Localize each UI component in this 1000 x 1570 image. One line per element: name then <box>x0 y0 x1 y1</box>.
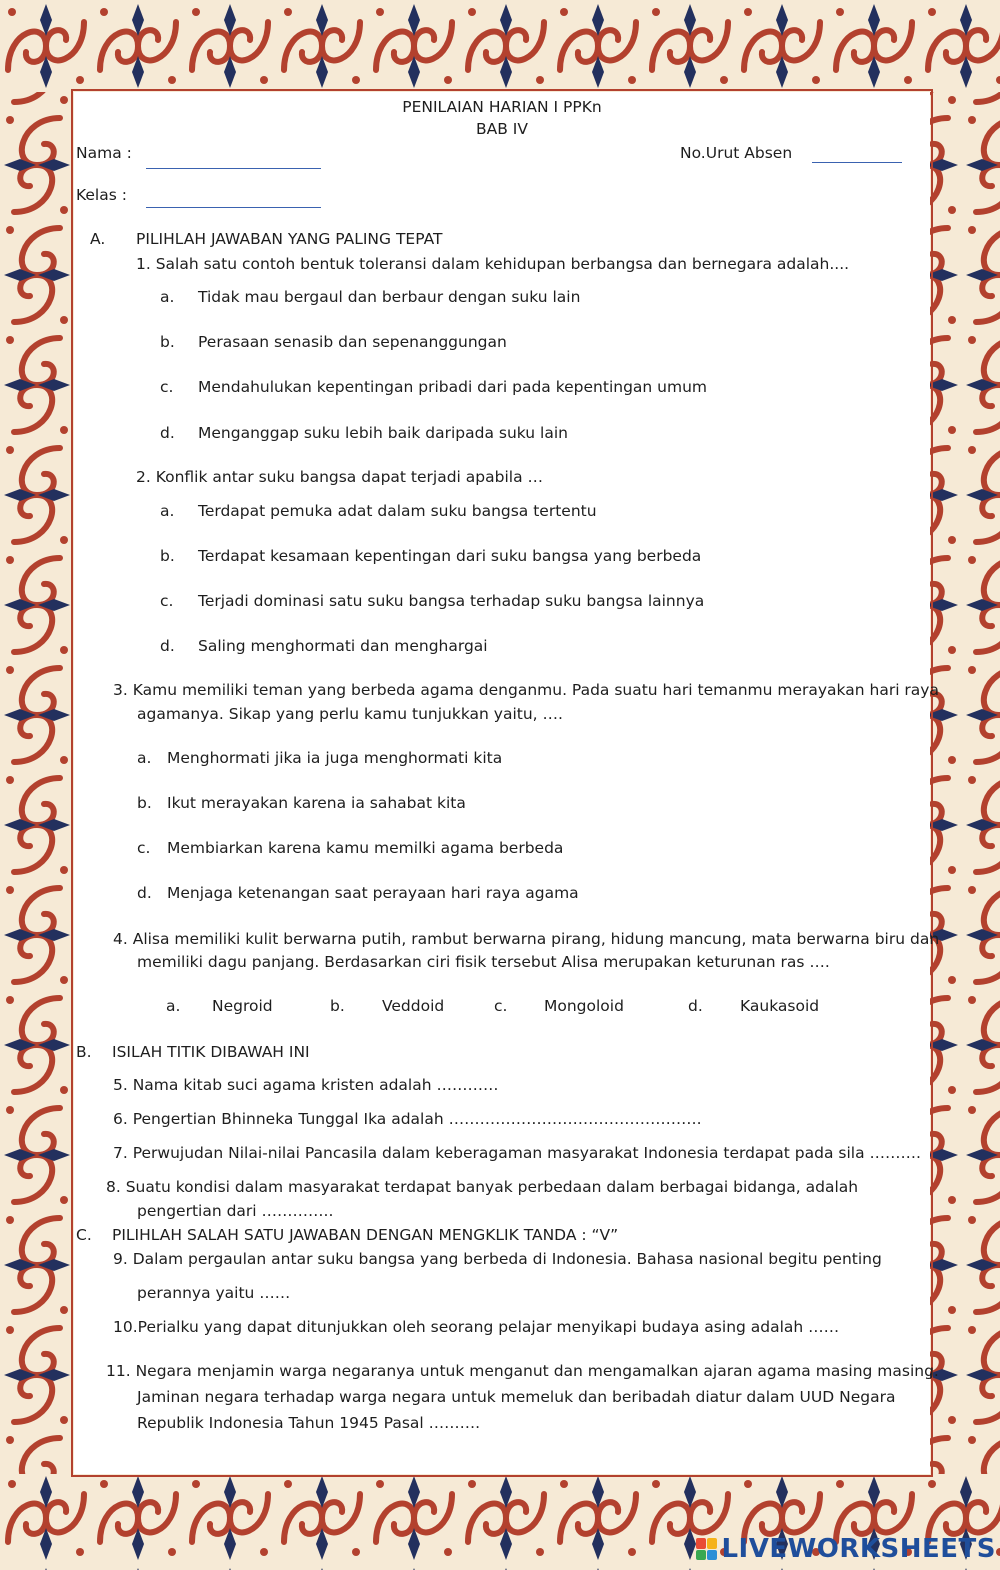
question-8-cont[interactable]: pengertian dari ………….. <box>137 1202 334 1220</box>
option-text[interactable]: Negroid <box>212 997 273 1015</box>
question-4: 4. Alisa memiliki kulit berwarna putih, rambut berwarna pirang, hidung mancung, mata berwarna biru dan <box>113 930 940 948</box>
question-8: 8. Suatu kondisi dalam masyarakat terdapat banyak perbedaan dalam berbagai bidanga, adalah <box>106 1178 859 1196</box>
question-3: 3. Kamu memiliki teman yang berbeda agama denganmu. Pada suatu hari temanmu merayakan hari raya <box>113 681 939 699</box>
option-letter: a. <box>160 288 175 306</box>
section-a-letter: A. <box>90 230 106 248</box>
option-letter: a. <box>160 502 175 520</box>
option-letter: b. <box>160 547 175 565</box>
section-b-title: ISILAH TITIK DIBAWAH INI <box>112 1043 310 1061</box>
class-field[interactable] <box>146 207 321 208</box>
option-text[interactable]: Membiarkan karena kamu memilki agama berbeda <box>167 839 564 857</box>
page-title: PENILAIAN HARIAN I PPKn <box>402 98 602 116</box>
option-text[interactable]: Mongoloid <box>544 997 624 1015</box>
option-letter: b. <box>137 794 152 812</box>
option-text[interactable]: Saling menghormati dan menghargai <box>198 637 488 655</box>
question-4-cont: memiliki dagu panjang. Berdasarkan ciri fisik tersebut Alisa merupakan keturunan ras …. <box>137 953 830 971</box>
option-text[interactable]: Terdapat pemuka adat dalam suku bangsa tertentu <box>198 502 597 520</box>
worksheet-page <box>74 92 940 1474</box>
option-letter: d. <box>160 637 175 655</box>
option-text[interactable]: Perasaan senasib dan sepenanggungan <box>198 333 507 351</box>
option-letter: d. <box>688 997 703 1015</box>
option-text[interactable]: Menghormati jika ia juga menghormati kita <box>167 749 503 767</box>
option-letter: c. <box>160 592 174 610</box>
option-letter: b. <box>160 333 175 351</box>
section-b-letter: B. <box>76 1043 92 1061</box>
option-text[interactable]: Terdapat kesamaan kepentingan dari suku bangsa yang berbeda <box>198 547 702 565</box>
question-6[interactable]: 6. Pengertian Bhinneka Tunggal Ika adalah …………………………………………. <box>113 1110 702 1128</box>
question-9-cont[interactable]: perannya yaitu …… <box>137 1284 291 1302</box>
liveworksheets-logo-icon <box>696 1538 717 1560</box>
option-letter: c. <box>494 997 508 1015</box>
option-letter: b. <box>330 997 345 1015</box>
question-5[interactable]: 5. Nama kitab suci agama kristen adalah ………… <box>113 1076 499 1094</box>
question-11-cont-2[interactable]: Republik Indonesia Tahun 1945 Pasal ………. <box>137 1414 481 1432</box>
option-text[interactable]: Ikut merayakan karena ia sahabat kita <box>167 794 466 812</box>
name-label: Nama : <box>76 144 132 162</box>
option-text[interactable]: Menganggap suku lebih baik daripada suku lain <box>198 424 568 442</box>
question-2: 2. Konflik antar suku bangsa dapat terjadi apabila … <box>136 468 543 486</box>
question-9: 9. Dalam pergaulan antar suku bangsa yang berbeda di Indonesia. Bahasa nasional begitu penting <box>113 1250 882 1268</box>
absen-field[interactable] <box>812 162 902 163</box>
option-letter: a. <box>166 997 181 1015</box>
name-field[interactable] <box>146 168 321 169</box>
option-letter: c. <box>160 378 174 396</box>
question-7[interactable]: 7. Perwujudan Nilai-nilai Pancasila dalam keberagaman masyarakat Indonesia terdapat pada sila ………. <box>113 1144 921 1162</box>
option-text[interactable]: Mendahulukan kepentingan pribadi dari pada kepentingan umum <box>198 378 708 396</box>
option-text[interactable]: Terjadi dominasi satu suku bangsa terhadap suku bangsa lainnya <box>198 592 705 610</box>
section-c-title: PILIHLAH SALAH SATU JAWABAN DENGAN MENGKLIK TANDA : “V” <box>112 1226 619 1244</box>
option-letter: c. <box>137 839 151 857</box>
option-text[interactable]: Kaukasoid <box>740 997 820 1015</box>
question-3-cont: agamanya. Sikap yang perlu kamu tunjukkan yaitu, …. <box>137 705 563 723</box>
option-text[interactable]: Tidak mau bergaul dan berbaur dengan suku lain <box>198 288 581 306</box>
absen-label: No.Urut Absen <box>680 144 793 162</box>
question-11: 11. Negara menjamin warga negaranya untuk menganut dan mengamalkan ajaran agama masing masing. <box>106 1362 939 1380</box>
page-subtitle: BAB IV <box>476 120 528 138</box>
question-10[interactable]: 10.Perialku yang dapat ditunjukkan oleh seorang pelajar menyikapi budaya asing adalah …… <box>113 1318 840 1336</box>
option-letter: a. <box>137 749 152 767</box>
liveworksheets-brand[interactable] <box>696 1533 996 1565</box>
brand-name: LIVEWORKSHEETS <box>721 1534 996 1564</box>
option-text[interactable]: Veddoid <box>382 997 445 1015</box>
question-11-cont: Jaminan negara terhadap warga negara untuk memeluk dan beribadah diatur dalam UUD Negara <box>137 1388 896 1406</box>
class-label: Kelas : <box>76 186 127 204</box>
section-c-letter: C. <box>76 1226 92 1244</box>
option-letter: d. <box>160 424 175 442</box>
question-1: 1. Salah satu contoh bentuk toleransi dalam kehidupan berbangsa dan bernegara adalah.... <box>136 255 850 273</box>
section-a-title: PILIHLAH JAWABAN YANG PALING TEPAT <box>136 230 443 248</box>
option-text[interactable]: Menjaga ketenangan saat perayaan hari raya agama <box>167 884 579 902</box>
option-letter: d. <box>137 884 152 902</box>
